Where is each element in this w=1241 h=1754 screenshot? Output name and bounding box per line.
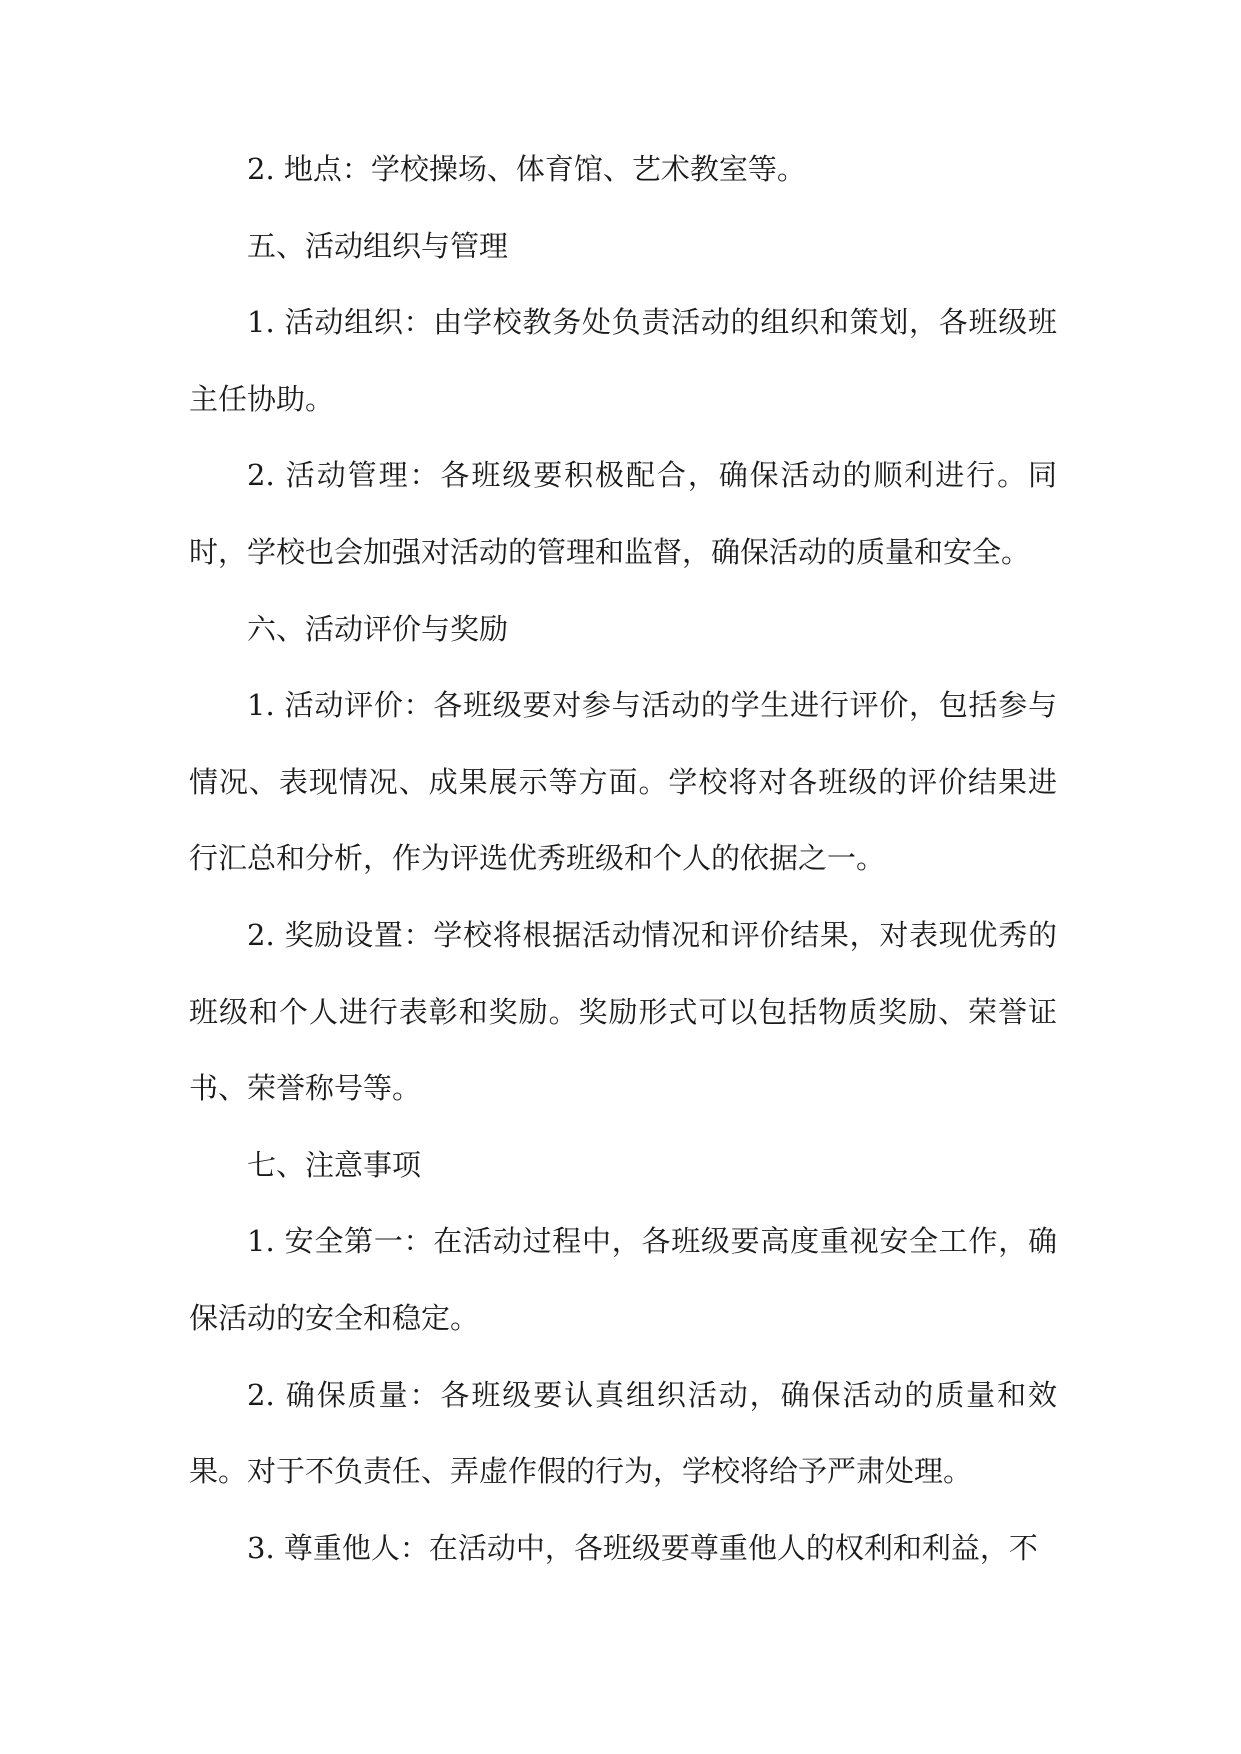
paragraph-safety-first: 1. 安全第一：在活动过程中，各班级要高度重视安全工作，确保活动的安全和稳定。 <box>189 1224 1057 1335</box>
paragraph-activity-organization: 1. 活动组织：由学校教务处负责活动的组织和策划，各班级班主任协助。 <box>189 305 1057 416</box>
section-heading-organization: 五、活动组织与管理 <box>247 228 509 263</box>
paragraph-activity-management: 2. 活动管理：各班级要积极配合，确保活动的顺利进行。同时，学校也会加强对活动的管理和监督，确保活动的质量和安全。 <box>189 458 1057 569</box>
paragraph-ensure-quality: 2. 确保质量：各班级要认真组织活动，确保活动的质量和效果。对于不负责任、弄虚作假的行为，学校将给予严肃处理。 <box>189 1377 1057 1489</box>
paragraph-reward-settings: 2. 奖励设置：学校将根据活动情况和评价结果，对表现优秀的班级和个人进行表彰和奖励。奖励形式可以包括物质奖励、荣誉证书、荣誉称号等。 <box>189 917 1057 1106</box>
section-heading-notes: 七、注意事项 <box>247 1147 422 1182</box>
document-body <box>189 131 1057 1586</box>
paragraph-respect-others: 3. 尊重他人：在活动中，各班级要尊重他人的权利和利益，不 <box>247 1530 1038 1565</box>
section-heading-evaluation: 六、活动评价与奖励 <box>247 611 509 646</box>
paragraph-location: 2. 地点：学校操场、体育馆、艺术教室等。 <box>247 152 806 186</box>
paragraph-activity-evaluation: 1. 活动评价：各班级要对参与活动的学生进行评价，包括参与情况、表现情况、成果展示等方面。学校将对各班级的评价结果进行汇总和分析，作为评选优秀班级和个人的依据之一。 <box>189 688 1057 876</box>
